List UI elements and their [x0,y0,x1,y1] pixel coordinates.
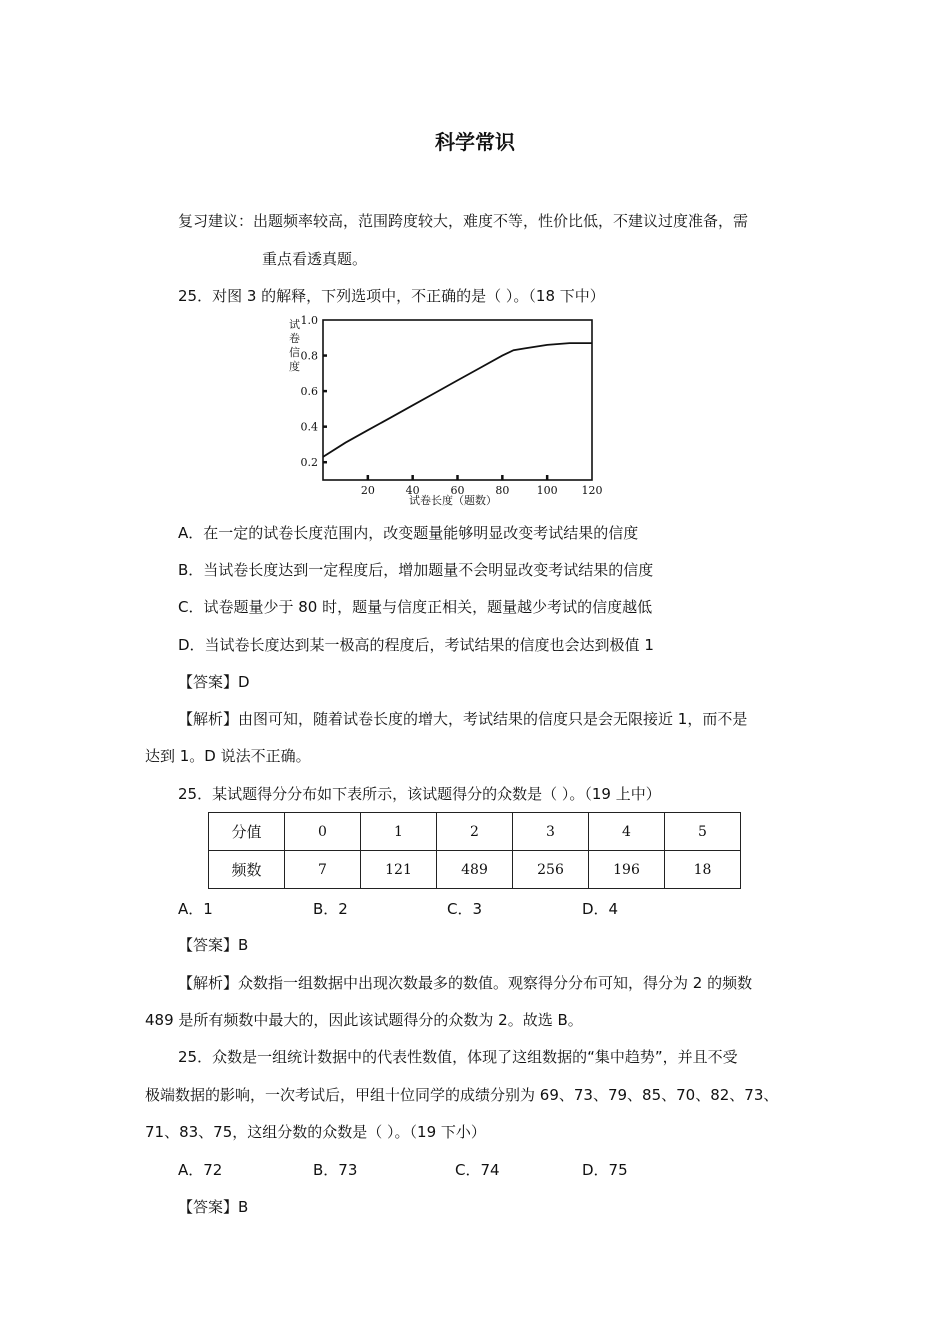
chart-xlabel: 试卷长度（题数） [409,494,497,507]
freq-cell: 196 [589,851,665,889]
y-tick-label: 0.2 [300,456,318,470]
freq-cell: 256 [513,851,589,889]
x-tick-label: 20 [360,484,375,497]
reliability-chart [278,312,618,512]
q3-line-3: 71、83、75，这组分数的众数是（ ）。（19 下小） [145,1123,486,1141]
advice-line-1: 复习建议：出题频率较高，范围跨度较大，难度不等，性价比低，不建议过度准备，需 [178,212,749,230]
chart-ylabel-char: 信 [289,346,300,359]
advice-line-2: 重点看透真题。 [262,250,368,268]
q2-option-a: A．1 [178,900,213,918]
q1-option-b: B．当试卷长度达到一定程度后，增加题量不会明显改变考试结果的信度 [178,561,654,579]
chart-ylabel-char: 卷 [289,332,300,345]
frequency-row [209,851,741,889]
score-row [209,813,741,851]
reliability-curve [323,343,592,457]
q1-answer: 【答案】D [178,673,250,691]
freq-cell: 7 [285,851,361,889]
chart-ylabel-char: 试 [289,318,300,331]
q1-option-a: A．在一定的试卷长度范围内，改变题量能够明显改变考试结果的信度 [178,524,639,542]
q3-option-d: D．75 [582,1161,628,1179]
q2-answer: 【答案】B [178,936,249,954]
q1-stem: 25．对图 3 的解释，下列选项中，不正确的是（ ）。（18 下中） [178,287,605,305]
q2-option-c: C．3 [447,900,483,918]
q2-analysis-line-2: 489 是所有频数中最大的，因此该试题得分的众数为 2。故选 B。 [145,1011,583,1029]
score-table [208,812,741,889]
score-cell: 0 [285,813,361,851]
q3-line-2: 极端数据的影响，一次考试后，甲组十位同学的成绩分别为 69、73、79、85、70、82、73、 [145,1086,779,1104]
q3-option-a: A．72 [178,1161,223,1179]
score-cell: 1 [361,813,437,851]
q1-analysis-line-2: 达到 1。D 说法不正确。 [145,747,311,765]
q2-option-b: B．2 [313,900,348,918]
score-cell: 2 [437,813,513,851]
q1-option-d: D．当试卷长度达到某一极高的程度后，考试结果的信度也会达到极值 1 [178,636,654,654]
row-label-score: 分值 [209,813,285,851]
x-tick-label: 100 [536,484,558,497]
score-cell: 3 [513,813,589,851]
y-tick-label: 0.4 [300,420,318,434]
y-tick-label: 1.0 [300,314,318,327]
row-label-frequency: 频数 [209,851,285,889]
page-title: 科学常识 [435,130,515,154]
freq-cell: 121 [361,851,437,889]
q2-stem: 25．某试题得分分布如下表所示，该试题得分的众数是（ ）。（19 上中） [178,785,661,803]
freq-cell: 489 [437,851,513,889]
q2-analysis-line-1: 【解析】众数指一组数据中出现次数最多的数值。观察得分分布可知，得分为 2 的频数 [178,974,753,992]
score-cell: 5 [665,813,741,851]
x-tick-label: 80 [495,484,510,497]
q3-option-c: C．74 [455,1161,500,1179]
q3-option-b: B．73 [313,1161,358,1179]
q3-line-1: 25．众数是一组统计数据中的代表性数值，体现了这组数据的“集中趋势”，并且不受 [178,1048,738,1066]
q2-option-d: D．4 [582,900,619,918]
score-cell: 4 [589,813,665,851]
q1-analysis-line-1: 【解析】由图可知，随着试卷长度的增大，考试结果的信度只是会无限接近 1，而不是 [178,710,748,728]
y-tick-label: 0.8 [300,349,318,363]
chart-ylabel [289,318,300,373]
x-tick-label: 60 [450,484,465,497]
q1-option-c: C．试卷题量少于 80 时，题量与信度正相关，题量越少考试的信度越低 [178,598,653,616]
chart-ylabel-char: 度 [289,360,300,373]
x-tick-label: 120 [581,484,603,497]
q3-answer: 【答案】B [178,1198,249,1216]
x-tick-label: 40 [405,484,420,497]
freq-cell: 18 [665,851,741,889]
y-tick-label: 0.6 [300,385,318,399]
